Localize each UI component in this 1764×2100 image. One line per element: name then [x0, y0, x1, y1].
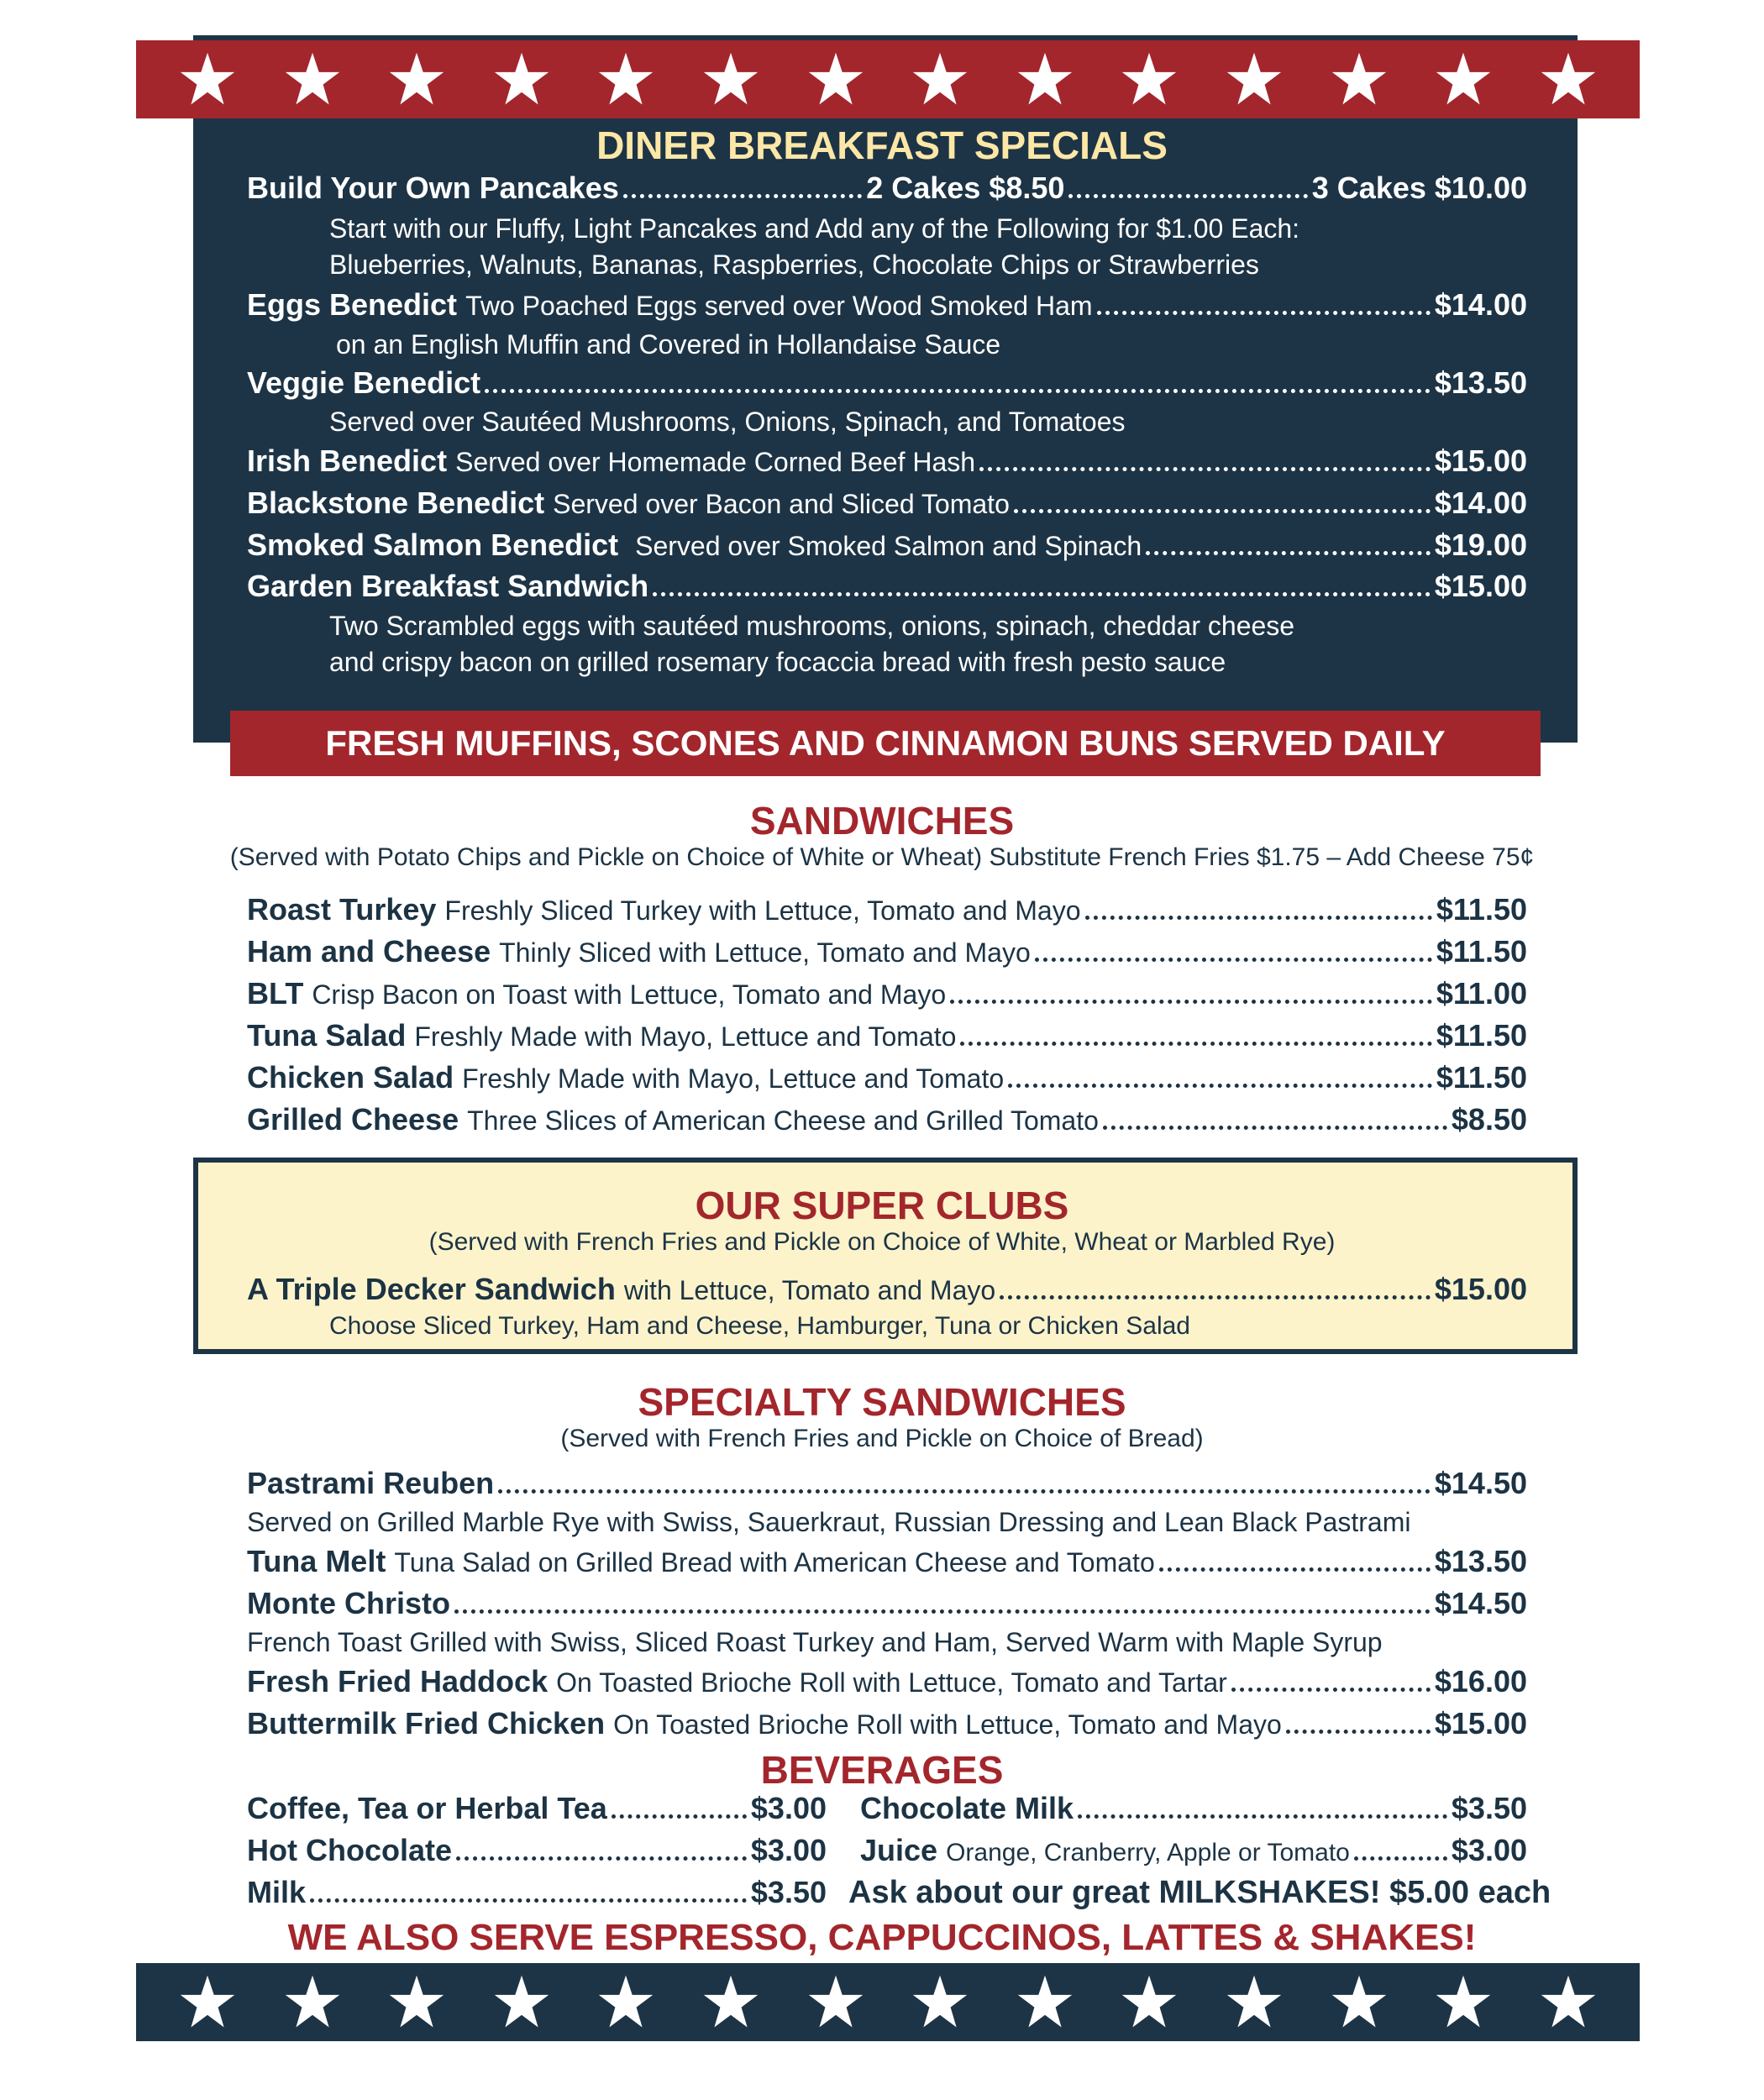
dot-leader — [1014, 509, 1431, 513]
item-name: Roast Turkey — [247, 892, 437, 927]
star-icon — [1120, 1973, 1179, 2032]
item-description: Blueberries, Walnuts, Bananas, Raspberries, Chocolate Chips or Strawberries — [329, 249, 1259, 280]
dot-leader — [623, 194, 862, 198]
dot-leader — [1085, 916, 1432, 920]
dot-leader — [1146, 551, 1431, 555]
item-description: Crisp Bacon on Toast with Lettuce, Tomato and Mayo — [312, 979, 947, 1010]
item-price: $13.50 — [1434, 1544, 1527, 1578]
pancakes-two-cakes: 2 Cakes $8.50 — [866, 171, 1065, 205]
dot-leader — [950, 1000, 1432, 1004]
star-icon — [596, 1973, 655, 2032]
beverage-juice — [860, 1833, 1527, 1873]
dot-leader — [1097, 311, 1431, 315]
super-clubs-title: OUR SUPER CLUBS — [695, 1184, 1069, 1227]
item-description: Served over Sautéed Mushrooms, Onions, Spinach, and Tomatoes — [329, 407, 1126, 437]
menu-item-fresh-fried-haddock — [247, 1664, 1527, 1704]
item-description: Served over Smoked Salmon and Spinach — [635, 531, 1142, 561]
beverage-chocolate-milk — [860, 1791, 1527, 1831]
star-icon — [1225, 1973, 1284, 2032]
star-icon — [178, 50, 237, 109]
specialty-title: SPECIALTY SANDWICHES — [638, 1380, 1126, 1424]
dot-leader — [498, 1489, 1431, 1494]
item-name: Tuna Salad — [247, 1018, 407, 1053]
item-name: Eggs Benedict — [247, 287, 458, 322]
item-description: on an English Muffin and Covered in Hollandaise Sauce — [336, 329, 1001, 360]
milkshake-note: Ask about our great MILKSHAKES! $5.00 each — [848, 1875, 1551, 1910]
item-price: $3.50 — [1451, 1791, 1527, 1825]
dot-leader — [310, 1898, 747, 1903]
item-description: Two Scrambled eggs with sautéed mushrooms, onions, spinach, cheddar cheese — [329, 611, 1295, 641]
item-description: Start with our Fluffy, Light Pancakes and Add any of the Following for $1.00 Each: — [329, 213, 1300, 244]
item-name: BLT — [247, 976, 304, 1011]
star-icon — [387, 1973, 446, 2032]
item-price: $15.00 — [1434, 569, 1527, 603]
muffin-banner: FRESH MUFFINS, SCONES AND CINNAMON BUNS SERVED DAILY — [230, 711, 1541, 776]
dot-leader — [454, 1609, 1431, 1614]
item-description: On Toasted Brioche Roll with Lettuce, Tomato and Mayo — [613, 1709, 1282, 1740]
item-description: Choose Sliced Turkey, Ham and Cheese, Hamburger, Tuna or Chicken Salad — [329, 1312, 1190, 1340]
menu-item-blackstone-benedict — [247, 486, 1527, 526]
star-icon — [1330, 1973, 1389, 2032]
dot-leader — [1159, 1567, 1431, 1572]
dot-leader — [456, 1856, 747, 1861]
item-name: Chicken Salad — [247, 1060, 454, 1095]
menu-item-pancakes — [247, 171, 1527, 211]
star-icon — [806, 50, 865, 109]
menu-item-irish-benedict — [247, 444, 1527, 484]
star-icon — [1434, 1973, 1493, 2032]
menu-item-ham-and-cheese — [247, 934, 1527, 974]
star-icon — [701, 1973, 760, 2032]
item-price: $13.50 — [1434, 365, 1527, 400]
star-icon — [1120, 50, 1179, 109]
item-description: and crispy bacon on grilled rosemary focaccia bread with fresh pesto sauce — [329, 647, 1226, 677]
item-name: Pastrami Reuben — [247, 1466, 495, 1500]
sandwiches-note: (Served with Potato Chips and Pickle on Choice of White or Wheat) Substitute French Fries $1.75 – Add Cheese 75¢ — [229, 843, 1535, 871]
item-name: Build Your Own Pancakes — [247, 171, 619, 205]
item-name: A Triple Decker Sandwich — [247, 1272, 616, 1306]
pancakes-three-cakes: 3 Cakes $10.00 — [1311, 171, 1527, 205]
menu-item-chicken-salad — [247, 1060, 1527, 1100]
star-icon — [1016, 1973, 1074, 2032]
item-name: Monte Christo — [247, 1586, 450, 1620]
item-description: Thinly Sliced with Lettuce, Tomato and Mayo — [499, 937, 1031, 968]
item-name: Hot Chocolate — [247, 1833, 453, 1867]
dot-leader — [1008, 1084, 1432, 1088]
top-star-band — [136, 40, 1640, 118]
star-icon — [1539, 50, 1598, 109]
beverage-milk — [247, 1875, 827, 1915]
star-icon — [283, 50, 342, 109]
item-price: $15.00 — [1434, 1272, 1527, 1306]
item-description: Freshly Made with Mayo, Lettuce and Tomato — [462, 1063, 1005, 1094]
menu-item-eggs-benedict — [247, 287, 1527, 328]
menu-item-blt — [247, 976, 1527, 1016]
bottom-star-band — [136, 1963, 1640, 2041]
item-price: $3.00 — [1451, 1833, 1527, 1867]
menu-item-pastrami-reuben — [247, 1466, 1527, 1506]
dot-leader — [612, 1814, 747, 1819]
item-price: $14.50 — [1434, 1586, 1527, 1620]
item-price: $11.50 — [1436, 1060, 1527, 1095]
item-price: $11.50 — [1436, 892, 1527, 927]
item-name: Fresh Fried Haddock — [247, 1664, 549, 1698]
dot-leader — [485, 389, 1431, 393]
beverages-title: BEVERAGES — [760, 1748, 1004, 1792]
menu-item-triple-decker — [247, 1272, 1527, 1312]
item-price: $11.00 — [1436, 976, 1527, 1011]
dot-leader — [1354, 1856, 1447, 1861]
menu-item-tuna-melt — [247, 1544, 1527, 1584]
item-description: Served over Homemade Corned Beef Hash — [455, 447, 976, 477]
item-name: Smoked Salmon Benedict — [247, 528, 619, 562]
item-price: $14.50 — [1434, 1466, 1527, 1500]
star-icon — [492, 50, 551, 109]
item-price: $3.00 — [750, 1833, 827, 1867]
item-name: Juice — [860, 1833, 938, 1867]
dot-leader — [1231, 1688, 1431, 1692]
item-price: $14.00 — [1434, 486, 1527, 520]
item-name: Blackstone Benedict — [247, 486, 545, 520]
beverage-hot-chocolate — [247, 1833, 827, 1873]
dot-leader — [1068, 194, 1307, 198]
dot-leader — [1035, 958, 1432, 962]
specialty-note: (Served with French Fries and Pickle on Choice of Bread) — [560, 1425, 1204, 1452]
item-price: $8.50 — [1451, 1102, 1527, 1137]
star-icon — [283, 1973, 342, 2032]
item-name: Milk — [247, 1875, 307, 1909]
item-price: $19.00 — [1434, 528, 1527, 562]
footer-espresso-line: WE ALSO SERVE ESPRESSO, CAPPUCCINOS, LATTES & SHAKES! — [287, 1917, 1477, 1958]
item-name: Grilled Cheese — [247, 1102, 459, 1137]
item-name: Ham and Cheese — [247, 934, 491, 969]
item-description: Three Slices of American Cheese and Grilled Tomato — [467, 1105, 1099, 1136]
item-description: Freshly Made with Mayo, Lettuce and Tomato — [414, 1021, 957, 1052]
item-price: $3.00 — [750, 1791, 827, 1825]
item-name: Irish Benedict — [247, 444, 448, 478]
menu-item-buttermilk-fried-chicken — [247, 1706, 1527, 1746]
dot-leader — [1103, 1126, 1447, 1130]
star-icon — [806, 1973, 865, 2032]
item-price: $15.00 — [1434, 444, 1527, 478]
menu-item-garden-breakfast-sandwich — [247, 569, 1527, 609]
menu-item-smoked-salmon-benedict — [247, 528, 1527, 568]
star-icon — [911, 50, 969, 109]
star-icon — [596, 50, 655, 109]
item-description: Orange, Cranberry, Apple or Tomato — [946, 1839, 1350, 1866]
menu-item-grilled-cheese — [247, 1102, 1527, 1142]
beverage-coffee-tea — [247, 1791, 827, 1831]
item-description: Served over Bacon and Sliced Tomato — [553, 489, 1010, 519]
super-clubs-note: (Served with French Fries and Pickle on Choice of White, Wheat or Marbled Rye) — [428, 1228, 1336, 1256]
star-icon — [1434, 50, 1493, 109]
item-name: Tuna Melt — [247, 1544, 386, 1578]
star-icon — [911, 1973, 969, 2032]
item-price: $15.00 — [1434, 1706, 1527, 1740]
dot-leader — [653, 592, 1431, 596]
star-icon — [178, 1973, 237, 2032]
item-name: Veggie Benedict — [247, 365, 481, 400]
menu-item-tuna-salad — [247, 1018, 1527, 1058]
dot-leader — [979, 467, 1431, 471]
breakfast-title: DINER BREAKFAST SPECIALS — [596, 123, 1168, 167]
item-name: Buttermilk Fried Chicken — [247, 1706, 606, 1740]
item-price: $14.00 — [1434, 287, 1527, 322]
dot-leader — [1000, 1295, 1431, 1299]
sandwiches-title: SANDWICHES — [749, 799, 1015, 843]
item-description: Tuna Salad on Grilled Bread with American Cheese and Tomato — [394, 1547, 1155, 1578]
star-icon — [1016, 50, 1074, 109]
item-description: French Toast Grilled with Swiss, Sliced Roast Turkey and Ham, Served Warm with Maple Syrup — [247, 1627, 1383, 1657]
star-icon — [492, 1973, 551, 2032]
item-description: Two Poached Eggs served over Wood Smoked Ham — [465, 291, 1093, 321]
item-price: $16.00 — [1434, 1664, 1527, 1698]
item-price: $3.50 — [750, 1875, 827, 1909]
item-price: $11.50 — [1436, 1018, 1527, 1053]
item-name: Garden Breakfast Sandwich — [247, 569, 649, 603]
item-price: $11.50 — [1436, 934, 1527, 969]
menu-item-roast-turkey — [247, 892, 1527, 932]
star-icon — [1539, 1973, 1598, 2032]
star-icon — [1225, 50, 1284, 109]
item-description: Freshly Sliced Turkey with Lettuce, Tomato and Mayo — [444, 895, 1081, 926]
menu-item-veggie-benedict — [247, 365, 1527, 406]
dot-leader — [1286, 1730, 1431, 1734]
item-description: Served on Grilled Marble Rye with Swiss, Sauerkraut, Russian Dressing and Lean Black Pastrami — [247, 1507, 1411, 1537]
star-icon — [1330, 50, 1389, 109]
dot-leader — [960, 1042, 1431, 1046]
item-description: On Toasted Brioche Roll with Lettuce, Tomato and Tartar — [556, 1667, 1227, 1698]
star-icon — [387, 50, 446, 109]
menu-item-monte-christo — [247, 1586, 1527, 1626]
item-name: Chocolate Milk — [860, 1791, 1074, 1825]
star-icon — [701, 50, 760, 109]
dot-leader — [1078, 1814, 1447, 1819]
item-description: with Lettuce, Tomato and Mayo — [623, 1275, 996, 1305]
item-name: Coffee, Tea or Herbal Tea — [247, 1791, 607, 1825]
